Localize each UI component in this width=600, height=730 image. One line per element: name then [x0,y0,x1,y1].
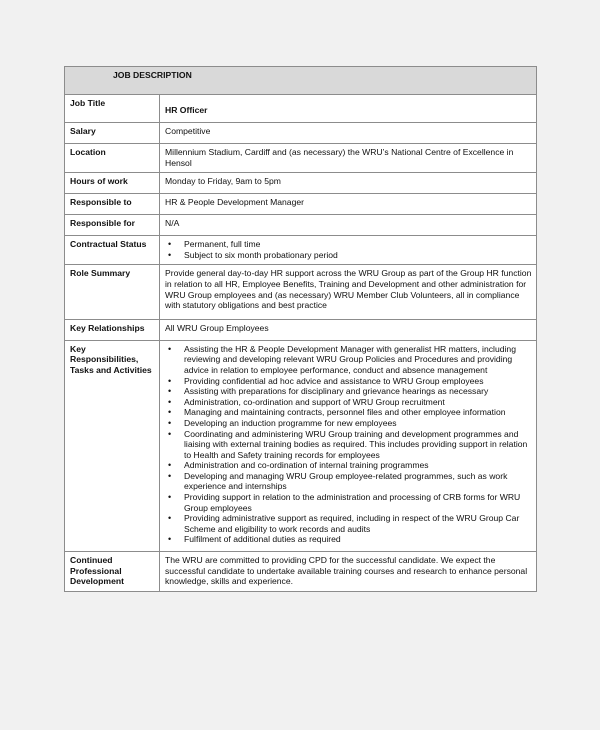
table-header: JOB DESCRIPTION [65,67,537,95]
row-cpd [65,552,537,592]
responsible-to-value: HR & People Development Manager [160,194,537,215]
job-title-value: HR Officer [160,95,537,123]
salary-value: Competitive [160,123,537,144]
cpd-label: Continued Professional Development [65,552,160,592]
row-responsible-to [65,194,537,215]
list-item: • Administration, co-ordination and support of WRU Group recruitment [165,397,532,408]
row-responsibilities [65,340,537,551]
list-item: • Providing support in relation to the administration and processing of CRB forms for WRU Group employees [165,492,532,513]
responsible-to-label: Responsible to [65,194,160,215]
list-item: • Providing administrative support as required, including in respect of the WRU Group Car Scheme and eligibility to work records and audits [165,513,532,534]
list-item: • Assisting the HR & People Development Manager with generalist HR matters, including reviewing and developing relevant WRU Group Policies and Procedures and providing advice in relation to employee performance, conduct and absence management [165,344,532,376]
hours-value: Monday to Friday, 9am to 5pm [160,173,537,194]
location-label: Location [65,144,160,173]
list-item: • Providing confidential ad hoc advice and assistance to WRU Group employees [165,376,532,387]
row-contractual-status [65,236,537,265]
row-key-relationships [65,319,537,340]
responsible-for-value: N/A [160,215,537,236]
key-relationships-value: All WRU Group Employees [160,319,537,340]
list-item: • Coordinating and administering WRU Group training and development programmes and liaising with external training bodies as required. This includes providing support in relation to Health and Safety training records for employees [165,429,532,461]
responsible-for-label: Responsible for [65,215,160,236]
hours-label: Hours of work [65,173,160,194]
job-description-table [64,66,537,592]
cpd-value: The WRU are committed to providing CPD for the successful candidate. We expect the successful candidate to undertake available training courses and research to enhance personal knowledge, skills and experience. [160,552,537,592]
role-summary-value: Provide general day-to-day HR support across the WRU Group as part of the Group HR function in relation to all HR, Employee Benefits, Training and Development and other administration for WRU Group employees and (as necessary) WRU Member Club Volunteers, all in compliance with statutory obligations and best practice [160,265,537,319]
responsibilities-value [160,340,537,551]
list-item: • Permanent, full time [165,239,532,250]
list-item: • Developing an induction programme for new employees [165,418,532,429]
row-responsible-for [65,215,537,236]
key-relationships-label: Key Relationships [65,319,160,340]
role-summary-label: Role Summary [65,265,160,319]
responsibilities-list [165,344,532,545]
row-role-summary [65,265,537,319]
list-item: • Subject to six month probationary period [165,250,532,261]
salary-label: Salary [65,123,160,144]
table-header-row [65,67,537,95]
row-hours [65,173,537,194]
location-value: Millennium Stadium, Cardiff and (as necessary) the WRU’s National Centre of Excellence in Hensol [160,144,537,173]
contractual-status-label: Contractual Status [65,236,160,265]
list-item: • Administration and co-ordination of internal training programmes [165,460,532,471]
list-item: • Fulfilment of additional duties as required [165,534,532,545]
row-job-title [65,95,537,123]
responsibilities-label: Key Responsibilities, Tasks and Activities [65,340,160,551]
list-item: • Managing and maintaining contracts, personnel files and other employee information [165,407,532,418]
list-item: • Assisting with preparations for disciplinary and grievance hearings as necessary [165,386,532,397]
row-location [65,144,537,173]
list-item: • Developing and managing WRU Group employee-related programmes, such as work experience and internships [165,471,532,492]
row-salary [65,123,537,144]
contractual-status-value [160,236,537,265]
job-title-label: Job Title [65,95,160,123]
contractual-status-list [165,239,532,260]
